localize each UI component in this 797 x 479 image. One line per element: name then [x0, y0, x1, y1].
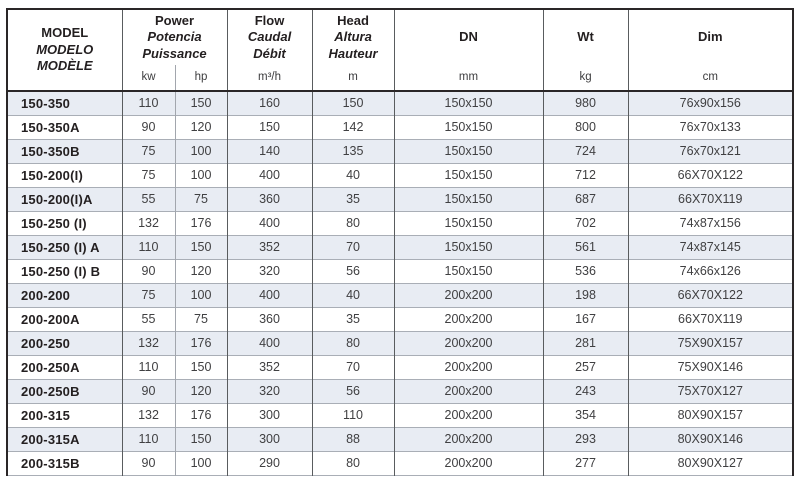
cell-wt: 724 — [543, 139, 628, 163]
table-row — [8, 91, 792, 115]
cell-head: 70 — [312, 355, 394, 379]
cell-kw: 110 — [122, 427, 175, 451]
cell-hp: 100 — [175, 163, 227, 187]
cell-kw: 75 — [122, 163, 175, 187]
table-row — [8, 187, 792, 211]
cell-head: 80 — [312, 451, 394, 475]
cell-head: 88 — [312, 427, 394, 451]
cell-kw: 132 — [122, 403, 175, 427]
cell-dim: 66X70X122 — [628, 163, 792, 187]
cell-dn: 200x200 — [394, 331, 543, 355]
table-row — [8, 163, 792, 187]
cell-kw: 75 — [122, 139, 175, 163]
cell-kw: 75 — [122, 283, 175, 307]
cell-wt: 293 — [543, 427, 628, 451]
table-row — [8, 331, 792, 355]
cell-dn: 200x200 — [394, 307, 543, 331]
cell-head: 56 — [312, 379, 394, 403]
cell-dn: 150x150 — [394, 139, 543, 163]
cell-dn: 150x150 — [394, 235, 543, 259]
cell-wt: 257 — [543, 355, 628, 379]
cell-dim: 76x70x133 — [628, 115, 792, 139]
cell-wt: 980 — [543, 91, 628, 115]
pump-spec-table — [8, 10, 792, 476]
cell-wt: 561 — [543, 235, 628, 259]
unit-hp: hp — [175, 65, 227, 91]
cell-dim: 80X90X157 — [628, 403, 792, 427]
cell-dim: 66X70X119 — [628, 307, 792, 331]
cell-dn: 150x150 — [394, 187, 543, 211]
cell-flow: 290 — [227, 451, 312, 475]
cell-dim: 75X90X146 — [628, 355, 792, 379]
cell-wt: 243 — [543, 379, 628, 403]
cell-dn: 200x200 — [394, 283, 543, 307]
cell-model: 150-350 — [21, 95, 71, 111]
header-units-row — [8, 65, 792, 91]
cell-wt: 354 — [543, 403, 628, 427]
cell-kw: 90 — [122, 379, 175, 403]
unit-dn: mm — [394, 65, 543, 91]
cell-flow: 360 — [227, 307, 312, 331]
cell-kw: 110 — [122, 355, 175, 379]
table-row — [8, 355, 792, 379]
cell-kw: 90 — [122, 451, 175, 475]
cell-head: 110 — [312, 403, 394, 427]
cell-dim: 80X90X146 — [628, 427, 792, 451]
cell-dim: 74x66x126 — [628, 259, 792, 283]
unit-flow: m³/h — [227, 65, 312, 91]
cell-hp: 75 — [175, 307, 227, 331]
cell-kw: 132 — [122, 331, 175, 355]
header-head-fr: Hauteur — [328, 45, 378, 61]
cell-flow: 160 — [227, 91, 312, 115]
cell-dn: 150x150 — [394, 211, 543, 235]
table-row — [8, 115, 792, 139]
unit-dim: cm — [628, 65, 792, 91]
cell-head: 150 — [312, 91, 394, 115]
header-head-en: Head — [337, 12, 369, 28]
table-row — [8, 451, 792, 475]
header-model-es: MODELO — [36, 41, 94, 57]
unit-head: m — [312, 65, 394, 91]
cell-model: 150-250 (I) A — [21, 239, 100, 255]
cell-wt: 198 — [543, 283, 628, 307]
cell-hp: 176 — [175, 403, 227, 427]
cell-dn: 200x200 — [394, 427, 543, 451]
cell-model: 200-250B — [21, 383, 80, 399]
cell-head: 70 — [312, 235, 394, 259]
unit-wt: kg — [543, 65, 628, 91]
table-row — [8, 235, 792, 259]
cell-model: 200-315 — [21, 407, 71, 423]
cell-dim: 66X70X119 — [628, 187, 792, 211]
cell-hp: 120 — [175, 259, 227, 283]
cell-model: 150-250 (I) — [21, 215, 87, 231]
cell-wt: 281 — [543, 331, 628, 355]
cell-dn: 150x150 — [394, 163, 543, 187]
header-flow-fr: Débit — [253, 45, 286, 61]
cell-wt: 167 — [543, 307, 628, 331]
cell-dim: 66X70X122 — [628, 283, 792, 307]
cell-wt: 800 — [543, 115, 628, 139]
cell-flow: 352 — [227, 235, 312, 259]
cell-hp: 120 — [175, 379, 227, 403]
cell-kw: 55 — [122, 187, 175, 211]
header-flow-es: Caudal — [247, 29, 292, 45]
cell-head: 142 — [312, 115, 394, 139]
header-power-es: Potencia — [147, 29, 202, 45]
cell-model: 200-315A — [21, 431, 80, 447]
cell-flow: 320 — [227, 379, 312, 403]
cell-dim: 74x87x145 — [628, 235, 792, 259]
cell-wt: 712 — [543, 163, 628, 187]
cell-head: 135 — [312, 139, 394, 163]
spec-table-container — [6, 8, 794, 476]
cell-hp: 150 — [175, 235, 227, 259]
cell-dim: 75X90X157 — [628, 331, 792, 355]
cell-dn: 200x200 — [394, 355, 543, 379]
header-flow-en: Flow — [254, 12, 285, 28]
header-head-es: Altura — [334, 29, 372, 45]
table-body — [8, 91, 792, 475]
header-model — [8, 10, 122, 91]
cell-dn: 150x150 — [394, 91, 543, 115]
cell-kw: 55 — [122, 307, 175, 331]
cell-model: 200-200A — [21, 311, 80, 327]
header-power — [122, 10, 227, 65]
cell-hp: 100 — [175, 139, 227, 163]
cell-hp: 100 — [175, 451, 227, 475]
cell-head: 80 — [312, 331, 394, 355]
cell-kw: 90 — [122, 259, 175, 283]
cell-wt: 702 — [543, 211, 628, 235]
cell-head: 40 — [312, 283, 394, 307]
cell-dim: 74x87x156 — [628, 211, 792, 235]
cell-wt: 277 — [543, 451, 628, 475]
cell-hp: 176 — [175, 211, 227, 235]
header-head — [312, 10, 394, 65]
header-power-en: Power — [155, 12, 195, 28]
cell-model: 200-315B — [21, 455, 80, 471]
cell-head: 80 — [312, 211, 394, 235]
table-row — [8, 283, 792, 307]
table-row — [8, 379, 792, 403]
table-row — [8, 259, 792, 283]
cell-model: 150-350A — [21, 119, 80, 135]
cell-hp: 120 — [175, 115, 227, 139]
cell-model: 200-250 — [21, 335, 71, 351]
cell-model: 200-250A — [21, 359, 80, 375]
cell-flow: 300 — [227, 403, 312, 427]
cell-flow: 150 — [227, 115, 312, 139]
cell-model: 150-200(I)A — [21, 191, 93, 207]
cell-flow: 300 — [227, 427, 312, 451]
cell-model: 150-250 (I) B — [21, 263, 101, 279]
cell-flow: 360 — [227, 187, 312, 211]
cell-hp: 150 — [175, 91, 227, 115]
cell-hp: 150 — [175, 355, 227, 379]
header-model-fr: MODÈLE — [36, 58, 93, 74]
cell-dim: 75X70X127 — [628, 379, 792, 403]
cell-kw: 90 — [122, 115, 175, 139]
table-header — [8, 10, 792, 91]
cell-model: 200-200 — [21, 287, 71, 303]
header-dim: Dim — [628, 10, 792, 65]
cell-flow: 400 — [227, 211, 312, 235]
unit-kw: kw — [122, 65, 175, 91]
cell-dim: 76x70x121 — [628, 139, 792, 163]
cell-head: 40 — [312, 163, 394, 187]
header-dn: DN — [394, 10, 543, 65]
header-model-en: MODEL — [41, 25, 89, 41]
cell-kw: 132 — [122, 211, 175, 235]
cell-dn: 200x200 — [394, 403, 543, 427]
cell-dn: 200x200 — [394, 379, 543, 403]
cell-hp: 75 — [175, 187, 227, 211]
cell-head: 35 — [312, 187, 394, 211]
header-power-fr: Puissance — [142, 45, 207, 61]
cell-dim: 80X90X127 — [628, 451, 792, 475]
cell-dn: 150x150 — [394, 115, 543, 139]
cell-flow: 400 — [227, 163, 312, 187]
header-flow — [227, 10, 312, 65]
cell-kw: 110 — [122, 235, 175, 259]
cell-dim: 76x90x156 — [628, 91, 792, 115]
cell-model: 150-200(I) — [21, 167, 83, 183]
cell-head: 35 — [312, 307, 394, 331]
cell-dn: 200x200 — [394, 451, 543, 475]
cell-flow: 400 — [227, 283, 312, 307]
cell-hp: 176 — [175, 331, 227, 355]
header-wt: Wt — [543, 10, 628, 65]
cell-dn: 150x150 — [394, 259, 543, 283]
table-row — [8, 211, 792, 235]
cell-hp: 100 — [175, 283, 227, 307]
header-title-row — [8, 10, 792, 65]
table-row — [8, 427, 792, 451]
table-row — [8, 307, 792, 331]
table-row — [8, 139, 792, 163]
cell-flow: 352 — [227, 355, 312, 379]
cell-kw: 110 — [122, 91, 175, 115]
cell-wt: 687 — [543, 187, 628, 211]
cell-flow: 140 — [227, 139, 312, 163]
cell-hp: 150 — [175, 427, 227, 451]
cell-flow: 400 — [227, 331, 312, 355]
cell-flow: 320 — [227, 259, 312, 283]
cell-wt: 536 — [543, 259, 628, 283]
cell-head: 56 — [312, 259, 394, 283]
table-row — [8, 403, 792, 427]
cell-model: 150-350B — [21, 143, 80, 159]
